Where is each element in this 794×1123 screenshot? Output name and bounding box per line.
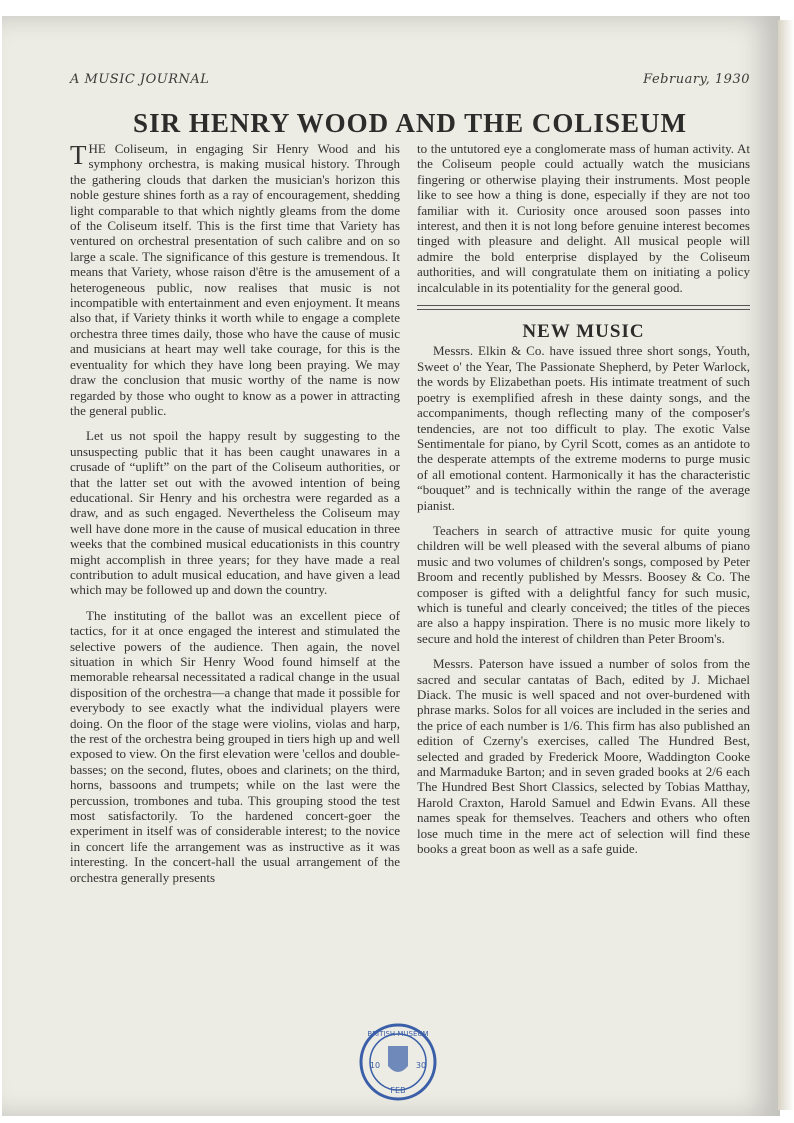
new-music-paragraph-3: Messrs. Paterson have issued a number of solos from the sacred and secular cantatas of Bach, edited by J. Michael Diack. The music is well spaced and not over-burdened with phrase marks. Solos for all voices are included in the series and the price of each number is 1/6. This firm has also published an edition of Czerny's exercises, called The Hundred Best, selected and graded by Frederick Moore, Waddington Cooke and Marmaduke Barton; and in seven graded books at 2/6 each The Hundred Best Short Classics, selected by Tobias Matthay, Harold Craxton, Harold Samuel and Edwin Evans. All these names speak for themselves. Teachers and others who often lose much time in the mere act of selection will find these books a great boon as well as a safe guide. (417, 656, 750, 857)
library-stamp (358, 1022, 438, 1102)
drop-cap: T (70, 140, 87, 170)
article-title: SIR HENRY WOOD AND THE COLISEUM (133, 108, 687, 138)
article-paragraph-2: Let us not spoil the happy result by suggesting to the unsuspecting public that it has been caught unawares in a crusade of “uplift” on the part of the Coliseum authorities, or that the latter set out with the avowed intention of being educational. Sir Henry and his orchestra were regarded as a draw, and as such engaged. Nevertheless the Coliseum may well have done more in the cause of musical education in three weeks that the combined musical educationists in this country might accomplish in three years; for they have made a real contribution to adult musical education, and have given a lead which may be followed up and down the country. (70, 428, 400, 598)
page-edge (778, 20, 794, 1110)
new-music-paragraph-2: Teachers in search of attractive music for quite young children will be well pleased with the several albums of piano music and two volumes of children's songs, composed by Peter Broom and recently published by Messrs. Boosey & Co. The composer is gifted with a delightful fancy for such music, which is tuneful and clearly conceived; the titles of the pieces are also a happy inspiration. There is no music more likely to secure and hold the interest of children than Peter Broom's. (417, 522, 750, 646)
article-paragraph-4: to the untutored eye a conglomerate mass of human activity. At the Coliseum people could actually watch the musicians fingering or otherwise playing their instruments. Most people like to see how a thing is done, especially if they are not too familiar with it. Curiosity once aroused soon passes into interest, and then it is not long before genuine interest becomes tinged with pleasure and delight. All musical people will admire the bold enterprise displayed by the Coliseum authorities, and will congratulate them on initiating a policy incalculable in its potentiality for the general good. (417, 141, 750, 295)
crest-shield-icon (388, 1046, 408, 1072)
stamp-month: FEB (390, 1086, 406, 1095)
right-column (417, 141, 750, 866)
section-divider (417, 305, 750, 310)
left-column (70, 141, 400, 895)
stamp-year-right: 30 (415, 1061, 427, 1070)
stamp-year-left: 10 (369, 1061, 381, 1070)
new-music-paragraph-1: Messrs. Elkin & Co. have issued three short songs, Youth, Sweet o' the Year, The Passionate Shepherd, by Peter Warlock, the words by Elizabethan poets. His intimate treatment of such poetry is exemplified afresh in these dainty songs, and the accompaniments, though reflecting many of the composer's tendencies, are not too difficult to play. The exotic Valse Sentimentale for piano, by Cyril Scott, comes as an antidote to the desperate attempts of the extreme moderns to purge music of all emotional content. Harmonically it has the characteristic “bouquet” and is technically within the range of the average pianist. (417, 343, 750, 513)
issue-date: February, 1930 (643, 72, 750, 87)
stamp-label: BRITISH MUSEUM (367, 1030, 429, 1038)
running-header (70, 72, 750, 94)
article-paragraph-1 (70, 141, 400, 418)
paragraph-1-text: HE Coliseum, in engaging Sir Henry Wood and his symphony orchestra, is making musical history. Through the gathering clouds that darken the musician's horizon this noble gesture shines forth as a ray of encouragement, shedding light comparable to that which nightly gleams from the dome of the Coliseum itself. This is the first time that Variety has ventured on orchestral presentation of such calibre and on so large a scale. The significance of this gesture is tremendous. It means that Variety, whose raison d'être is the amusement of a heterogeneous public, now realises that music is not incompatible with entertainment and even enjoyment. It means also that, if Variety thinks it worth while to engage a complete orchestra three times daily, those who have the cause of music and musicians at heart may well take courage, for this is the eventuality for which they have long been praying. We may draw the conclusion that music worthy of the name is now regarded by those who ought to know as a power in attracting the general public. (70, 141, 400, 418)
article-paragraph-3: The instituting of the ballot was an excellent piece of tactics, for it at once engaged the interest and stimulated the selective powers of the audience. Then again, the novel situation in which Sir Henry Wood found himself at the memorable rehearsal necessitated a radical change in the usual disposition of the orchestra—a change that made it possible for everybody to see exactly what the individual players were doing. On the floor of the stage were violins, violas and harp, the rest of the orchestra being grouped in tiers high up and well exposed to view. On the first elevation were 'cellos and double-basses; on the second, flutes, oboes and clarinets; on the third, horns, bassoons and trumpets; while on the last were the percussion, trombones and tuba. This grouping stood the test most satisfactorily. To the hardened concert-goer the experiment in itself was of considerable interest; to the novice in concert life the arrangement was as instructive as it was interesting. In the concert-hall the usual arrangement of the orchestra generally presents (70, 607, 400, 885)
journal-name: A MUSIC JOURNAL (70, 72, 210, 87)
new-music-heading: NEW MUSIC (522, 321, 645, 343)
